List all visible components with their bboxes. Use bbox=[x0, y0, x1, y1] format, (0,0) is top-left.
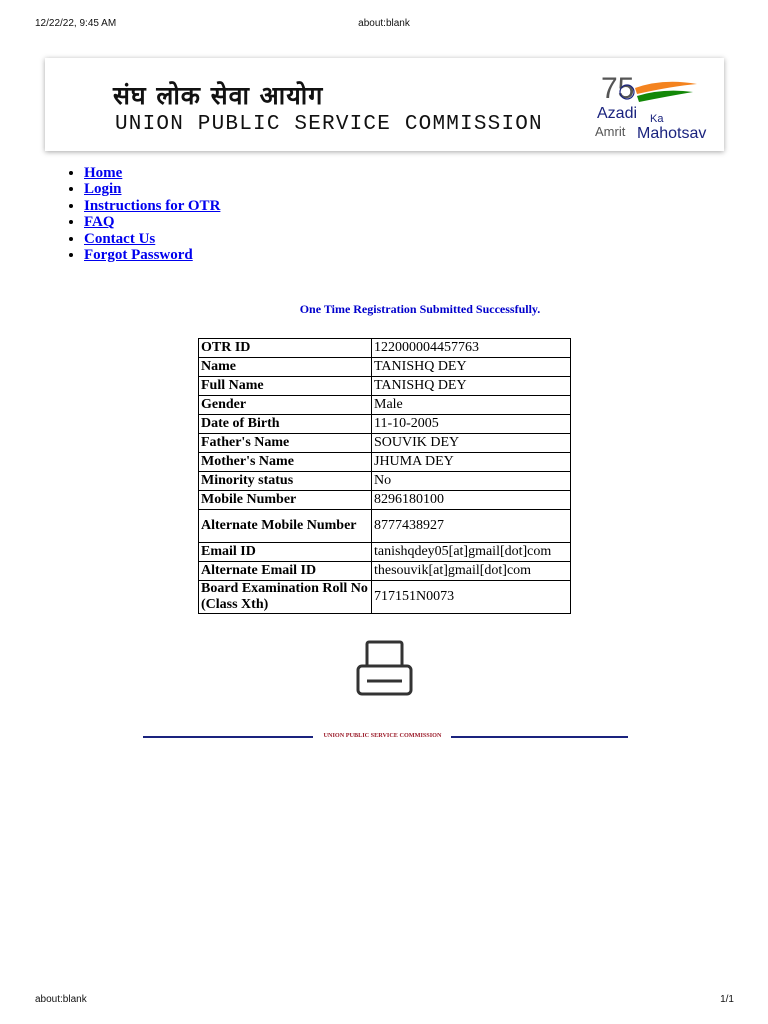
row-value: TANISHQ DEY bbox=[372, 358, 571, 377]
flag-green-stroke bbox=[637, 91, 693, 102]
row-value: Male bbox=[372, 396, 571, 415]
printer-icon[interactable] bbox=[356, 640, 415, 696]
nav-link-faq[interactable]: FAQ bbox=[84, 214, 115, 231]
table-row bbox=[199, 396, 571, 415]
logo-azadi: Azadi bbox=[597, 105, 638, 122]
row-value: 11-10-2005 bbox=[372, 415, 571, 434]
main-nav bbox=[66, 165, 220, 263]
nav-link-home[interactable]: Home bbox=[84, 165, 123, 181]
table-row bbox=[199, 453, 571, 472]
table-row bbox=[199, 581, 571, 614]
row-value: 8777438927 bbox=[372, 510, 571, 543]
print-page-title: about:blank bbox=[358, 18, 410, 29]
row-label: Board Examination Roll No (Class Xth) bbox=[199, 581, 372, 614]
footer-rule-left bbox=[143, 736, 313, 738]
logo-amrit: Amrit bbox=[595, 124, 626, 139]
row-label: Minority status bbox=[199, 472, 372, 491]
hindi-title: संघ लोक सेवा आयोग bbox=[113, 81, 324, 110]
english-title: UNION PUBLIC SERVICE COMMISSION bbox=[115, 113, 543, 136]
table-row bbox=[199, 472, 571, 491]
row-value: thesouvik[at]gmail[dot]com bbox=[372, 562, 571, 581]
nav-link-contact[interactable]: Contact Us bbox=[84, 230, 156, 247]
row-label: Alternate Mobile Number bbox=[199, 510, 372, 543]
row-value: 122000004457763 bbox=[372, 339, 571, 358]
nav-link-login[interactable]: Login bbox=[84, 181, 122, 198]
row-value: No bbox=[372, 472, 571, 491]
nav-link-forgot-password[interactable]: Forgot Password bbox=[84, 247, 193, 264]
logo-mahotsav: Mahotsav bbox=[637, 125, 707, 142]
row-value: 8296180100 bbox=[372, 491, 571, 510]
footer-label: UNION PUBLIC SERVICE COMMISSION bbox=[323, 732, 442, 739]
row-label: Name bbox=[199, 358, 372, 377]
table-row bbox=[199, 358, 571, 377]
row-value: tanishqdey05[at]gmail[dot]com bbox=[372, 543, 571, 562]
nav-item-forgot-password bbox=[84, 247, 220, 263]
row-label: Father's Name bbox=[199, 434, 372, 453]
logo-number: 75 bbox=[601, 72, 635, 105]
nav-link-instructions[interactable]: Instructions for OTR bbox=[84, 197, 221, 214]
nav-item-instructions bbox=[84, 198, 220, 214]
nav-item-contact bbox=[84, 231, 220, 247]
azadi-ka-amrit-mahotsav-logo bbox=[593, 68, 723, 143]
row-label: Email ID bbox=[199, 543, 372, 562]
table-row bbox=[199, 510, 571, 543]
row-label: Alternate Email ID bbox=[199, 562, 372, 581]
table-row bbox=[199, 377, 571, 396]
row-label: Full Name bbox=[199, 377, 372, 396]
row-label: Mother's Name bbox=[199, 453, 372, 472]
row-label: Gender bbox=[199, 396, 372, 415]
logo-ka: Ka bbox=[650, 113, 664, 125]
table-row bbox=[199, 339, 571, 358]
success-message: One Time Registration Submitted Successfully. bbox=[299, 302, 541, 316]
row-value: JHUMA DEY bbox=[372, 453, 571, 472]
table-row bbox=[199, 415, 571, 434]
row-label: OTR ID bbox=[199, 339, 372, 358]
print-page-number: 1/1 bbox=[720, 994, 734, 1005]
table-row bbox=[199, 543, 571, 562]
footer-rule-right bbox=[451, 736, 628, 738]
print-datetime: 12/22/22, 9:45 AM bbox=[35, 18, 117, 29]
table-row bbox=[199, 434, 571, 453]
nav-item-login bbox=[84, 181, 220, 197]
table-row bbox=[199, 491, 571, 510]
row-label: Mobile Number bbox=[199, 491, 372, 510]
row-value: SOUVIK DEY bbox=[372, 434, 571, 453]
footer-divider bbox=[143, 731, 628, 743]
otr-details-table bbox=[198, 338, 571, 614]
nav-item-home bbox=[84, 165, 220, 181]
row-value: TANISHQ DEY bbox=[372, 377, 571, 396]
row-value: 717151N0073 bbox=[372, 581, 571, 614]
row-label: Date of Birth bbox=[199, 415, 372, 434]
table-row bbox=[199, 562, 571, 581]
upsc-banner bbox=[45, 58, 724, 151]
nav-item-faq bbox=[84, 214, 220, 230]
print-footer-url: about:blank bbox=[35, 994, 87, 1005]
